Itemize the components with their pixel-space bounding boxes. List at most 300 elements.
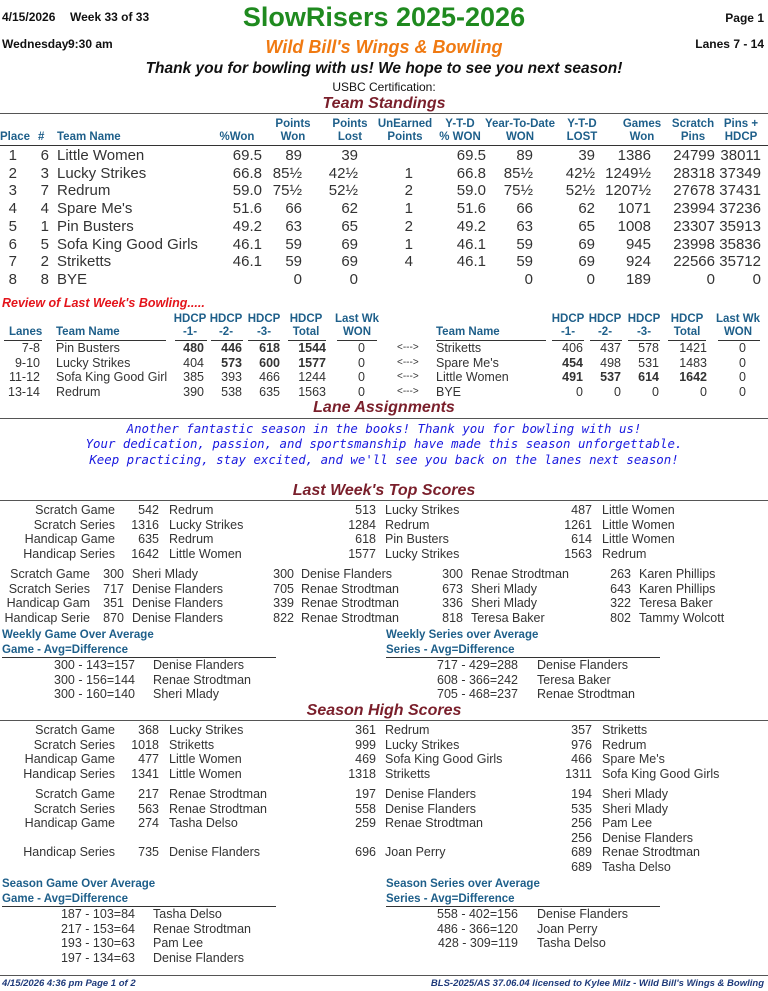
score-value: 336 (442, 596, 463, 610)
standings-header-rule (0, 145, 768, 146)
review-team-a: Lucky Strikes (56, 355, 131, 370)
standing-cell: 51.6 (232, 200, 262, 218)
standing-cell: 66 (516, 200, 533, 218)
standing-team-number: 3 (40, 164, 49, 182)
standing-cell: 59 (285, 235, 302, 253)
score-label: Handicap Gam (6, 596, 90, 610)
over-average-name: Denise Flanders (153, 950, 245, 965)
score-value: 1577 (348, 546, 376, 561)
game-over-average-subtitle: Game - Avg=Difference (2, 893, 129, 905)
standing-cell: 37431 (719, 182, 761, 200)
standing-cell: 46.1 (232, 235, 262, 253)
divider (0, 975, 768, 976)
divider (0, 418, 768, 419)
col-header-gw: Won (629, 131, 655, 143)
col-header-pw: Won (280, 131, 306, 143)
review-col-h1: -1- (560, 326, 576, 338)
review-score-b: 0 (614, 384, 621, 399)
review-score-b: 0 (700, 384, 707, 399)
score-label: Scratch Game (35, 787, 115, 801)
last-week-top-title: Last Week's Top Scores (292, 482, 476, 499)
score-name: Teresa Baker (639, 596, 713, 610)
over-average-name: Sheri Mlady (153, 687, 219, 701)
review-col-h3: -3- (636, 326, 652, 338)
score-name: Sheri Mlady (132, 567, 198, 581)
review-col-h2: HDCP (588, 313, 622, 325)
page-number: Page 1 (725, 11, 764, 25)
col-header-ytdw: WON (505, 131, 535, 143)
over-average-calc: 608 - 366=242 (437, 672, 518, 687)
score-name: Little Women (169, 766, 242, 781)
over-average-name: Denise Flanders (537, 907, 629, 921)
review-score-b: 537 (600, 370, 621, 384)
season-message-line: Another fantastic season in the books! Thank you for bowling with us! (126, 421, 642, 436)
review-score-b: 1642 (679, 370, 707, 384)
standing-cell: 189 (625, 270, 651, 288)
score-name: Little Women (602, 532, 675, 546)
lanes-range: Lanes 7 - 14 (695, 37, 764, 51)
standing-cell: 924 (625, 253, 651, 271)
standing-cell: 1207½ (605, 182, 651, 200)
score-label: Scratch Series (8, 581, 90, 596)
score-value: 673 (442, 581, 463, 596)
standing-team-number: 6 (40, 147, 49, 164)
review-team-b: Spare Me's (436, 355, 499, 370)
review-lanes: 7-8 (21, 341, 40, 355)
over-average-calc: 717 - 429=288 (437, 658, 518, 672)
over-average-calc: 300 - 160=140 (54, 687, 135, 701)
col-header-sp: Scratch (671, 118, 715, 130)
review-won-a: 0 (358, 384, 365, 399)
score-value: 1318 (348, 766, 376, 781)
review-score-a: 390 (183, 384, 204, 399)
standing-cell: 4 (404, 253, 413, 271)
score-value: 256 (571, 830, 592, 845)
standing-cell: 1 (404, 235, 413, 253)
versus-arrow: <---> (397, 371, 419, 382)
standing-team-number: 4 (40, 200, 49, 218)
standing-cell: 35913 (719, 217, 761, 235)
score-name: Little Women (169, 546, 242, 561)
standing-cell: 1249½ (605, 164, 651, 182)
standing-place: 3 (8, 182, 17, 200)
standing-place: 8 (8, 270, 17, 288)
score-name: Lucky Strikes (385, 546, 460, 561)
standing-cell: 59 (285, 253, 302, 271)
over-average-calc: 428 - 309=119 (437, 936, 518, 950)
score-name: Renae Strodtman (602, 845, 700, 859)
standing-cell: 49.2 (232, 217, 262, 235)
score-value: 563 (138, 801, 159, 816)
col-header-ytdl: Y-T-D (567, 118, 597, 130)
score-value: 217 (138, 787, 159, 801)
review-score-a: 466 (259, 370, 280, 384)
review-col-h1: -1- (182, 326, 198, 338)
col-header-pl: Points (332, 118, 368, 130)
score-label: Scratch Series (33, 737, 115, 752)
score-value: 322 (610, 596, 631, 610)
over-average-name: Tasha Delso (537, 936, 606, 950)
score-name: Tasha Delso (602, 859, 671, 874)
over-average-name: Denise Flanders (537, 658, 629, 672)
review-score-a: 600 (259, 355, 280, 370)
standing-team-name: BYE (57, 270, 88, 288)
standing-cell: 75½ (272, 182, 302, 200)
review-score-b: 437 (600, 341, 621, 355)
score-value: 976 (571, 737, 592, 752)
standing-cell: 51.6 (456, 200, 486, 218)
col-header-pl: Lost (337, 131, 363, 143)
score-value: 339 (273, 596, 294, 610)
review-score-a: 480 (183, 341, 204, 355)
review-col-lw: WON (723, 326, 753, 338)
standing-cell: 0 (752, 270, 761, 288)
review-score-a: 635 (259, 384, 280, 399)
review-score-b: 1421 (679, 341, 707, 355)
standing-cell: 0 (349, 270, 358, 288)
score-name: Little Women (602, 503, 675, 517)
score-value: 1284 (348, 517, 376, 532)
review-won-a: 0 (358, 341, 365, 355)
score-name: Denise Flanders (132, 596, 224, 610)
review-title: Review of Last Week's Bowling..... (2, 296, 205, 310)
score-name: Denise Flanders (301, 567, 393, 581)
standing-team-number: 8 (40, 270, 49, 288)
review-score-b: 531 (638, 355, 659, 370)
score-label: Handicap Serie (4, 610, 90, 625)
standing-cell: 85½ (272, 164, 302, 182)
score-name: Denise Flanders (602, 830, 694, 845)
standing-cell: 65 (341, 217, 358, 235)
score-value: 999 (355, 737, 376, 752)
review-lanes: 9-10 (14, 355, 40, 370)
score-name: Sofa King Good Girls (385, 752, 503, 766)
standing-cell: 1008 (617, 217, 651, 235)
standing-cell: 63 (516, 217, 533, 235)
review-score-b: 578 (638, 341, 659, 355)
score-name: Denise Flanders (385, 801, 477, 816)
standing-cell: 62 (578, 200, 595, 218)
standing-cell: 0 (524, 270, 533, 288)
review-score-b: 406 (562, 341, 583, 355)
over-average-name: Renae Strodtman (153, 921, 251, 936)
score-value: 194 (571, 787, 592, 801)
versus-arrow: <---> (397, 385, 419, 397)
score-name: Tammy Wolcott (639, 610, 725, 625)
review-team-a: Redrum (56, 384, 101, 399)
review-score-a: 404 (183, 355, 204, 370)
over-average-calc: 705 - 468=237 (437, 687, 518, 701)
standing-cell: 59 (516, 235, 533, 253)
game-over-average-title: Season Game Over Average (2, 878, 156, 890)
over-average-calc: 558 - 402=156 (437, 907, 518, 921)
standing-cell: 62 (341, 200, 358, 218)
standing-cell: 42½ (565, 164, 595, 182)
review-won-b: 0 (739, 370, 746, 384)
standing-place: 7 (8, 253, 17, 271)
season-message-line: Keep practicing, stay excited, and we'll see you back on the lanes next season! (89, 452, 679, 467)
score-value: 635 (138, 532, 159, 546)
score-value: 300 (442, 567, 463, 581)
col-header-sp: Pins (680, 131, 706, 143)
over-average-calc: 486 - 366=120 (437, 921, 518, 936)
footer-right: BLS-2025/AS 37.06.04 licensed to Kylee Milz - Wild Bill's Wings & Bowling (430, 978, 764, 989)
center-name: Wild Bill's Wings & Bowling (265, 37, 503, 57)
review-won-b: 0 (739, 341, 746, 355)
score-name: Renae Strodtman (301, 581, 399, 596)
score-label: Handicap Series (23, 845, 115, 859)
score-name: Sheri Mlady (602, 801, 668, 816)
score-value: 469 (355, 752, 376, 766)
over-average-name: Denise Flanders (153, 658, 245, 672)
score-name: Redrum (385, 517, 430, 532)
score-label: Scratch Series (33, 801, 115, 816)
score-name: Lucky Strikes (385, 503, 460, 517)
standing-cell: 24799 (673, 147, 715, 164)
over-average-calc: 300 - 143=157 (54, 658, 135, 672)
review-col-h1: HDCP (551, 313, 585, 325)
divider (0, 500, 768, 501)
review-team-a: Sofa King Good Girl (56, 370, 168, 384)
score-value: 466 (571, 752, 592, 766)
score-name: Redrum (169, 503, 214, 517)
score-label: Scratch Game (10, 567, 90, 581)
standing-team-number: 5 (40, 235, 49, 253)
standing-cell: 46.1 (456, 253, 486, 271)
over-average-name: Pam Lee (153, 936, 204, 950)
standing-cell: 35836 (719, 235, 761, 253)
standing-cell: 75½ (503, 182, 533, 200)
score-value: 689 (571, 845, 592, 859)
score-value: 1311 (565, 766, 592, 781)
score-name: Denise Flanders (132, 610, 224, 625)
score-value: 513 (355, 503, 376, 517)
score-name: Karen Phillips (639, 581, 716, 596)
score-value: 1341 (131, 766, 159, 781)
score-value: 1261 (564, 517, 592, 532)
review-lanes: 11-12 (8, 370, 40, 384)
game-over-average-subtitle: Game - Avg=Difference (2, 644, 129, 656)
series-over-average-title: Season Series over Average (386, 878, 540, 890)
review-score-b: 0 (576, 384, 583, 399)
standing-team-number: 1 (40, 217, 49, 235)
score-value: 717 (103, 581, 124, 596)
review-won-b: 0 (739, 355, 746, 370)
score-name: Renae Strodtman (385, 816, 483, 830)
score-name: Little Women (169, 752, 242, 766)
review-score-b: 454 (562, 355, 583, 370)
standing-cell: 2 (404, 217, 413, 235)
review-score-a: 573 (221, 355, 242, 370)
standing-cell: 69 (578, 235, 595, 253)
score-label: Scratch Series (33, 517, 115, 532)
score-name: Denise Flanders (132, 581, 224, 596)
col-header-ytdp: % WON (439, 131, 481, 143)
score-value: 1316 (131, 517, 159, 532)
score-name: Lucky Strikes (385, 737, 460, 752)
score-name: Pin Busters (385, 532, 449, 546)
col-header-pct: %Won (219, 131, 255, 143)
score-name: Renae Strodtman (471, 567, 569, 581)
standing-cell: 2 (404, 182, 413, 200)
lane-assignments-title: Lane Assignments (313, 399, 455, 416)
review-score-b: 498 (600, 355, 621, 370)
standing-cell: 59.0 (456, 182, 486, 200)
standing-cell: 69.5 (456, 147, 486, 164)
bowling-day: Wednesday (2, 37, 69, 51)
review-won-b: 0 (739, 384, 746, 399)
standing-cell: 0 (706, 270, 715, 288)
standing-cell: 66.8 (456, 164, 486, 182)
score-value: 558 (355, 801, 376, 816)
review-team-b: BYE (436, 384, 462, 399)
score-name: Lucky Strikes (169, 723, 244, 737)
over-average-calc: 187 - 103=84 (60, 907, 135, 921)
standing-place: 6 (8, 235, 17, 253)
score-label: Handicap Series (23, 766, 115, 781)
review-score-a: 1577 (298, 355, 326, 370)
standing-cell: 1071 (617, 200, 651, 218)
review-team-b: Striketts (436, 341, 482, 355)
standing-cell: 1 (404, 200, 413, 218)
score-name: Sheri Mlady (471, 581, 537, 596)
review-score-b: 1483 (679, 355, 707, 370)
standing-cell: 1 (404, 164, 413, 182)
score-name: Renae Strodtman (169, 801, 267, 816)
score-label: Handicap Game (24, 752, 115, 766)
review-score-a: 618 (259, 341, 280, 355)
game-over-average-title: Weekly Game Over Average (2, 629, 154, 641)
score-name: Karen Phillips (639, 567, 716, 581)
col-header-number: # (38, 131, 45, 143)
standing-cell: 69 (578, 253, 595, 271)
bowling-time: 9:30 am (68, 37, 113, 51)
versus-arrow: <---> (397, 356, 419, 368)
score-name: Pam Lee (602, 816, 653, 830)
standing-cell: 37349 (719, 164, 761, 182)
series-over-average-title: Weekly Series over Average (386, 629, 539, 641)
score-value: 643 (610, 581, 631, 596)
score-value: 818 (442, 610, 463, 625)
over-average-calc: 300 - 156=144 (54, 672, 135, 687)
review-col-h3: HDCP (627, 313, 661, 325)
standing-cell: 49.2 (456, 217, 486, 235)
score-value: 263 (610, 567, 631, 581)
standing-team-name: Pin Busters (57, 217, 134, 235)
standing-team-name: Redrum (57, 182, 111, 200)
review-col-team: Team Name (56, 326, 120, 338)
season-message-line: Your dedication, passion, and sportsmanship have made this season unforgettable. (85, 436, 683, 451)
score-name: Striketts (385, 766, 431, 781)
versus-arrow: <---> (397, 342, 419, 353)
score-name: Redrum (602, 737, 647, 752)
review-col-h2: HDCP (209, 313, 243, 325)
score-value: 614 (571, 532, 592, 546)
standing-cell: 66 (285, 200, 302, 218)
divider (0, 113, 768, 114)
review-col-h3: HDCP (247, 313, 281, 325)
score-value: 822 (273, 610, 294, 625)
score-value: 259 (355, 816, 376, 830)
score-label: Scratch Game (35, 723, 115, 737)
standing-cell: 52½ (565, 182, 595, 200)
score-label: Scratch Game (35, 503, 115, 517)
score-name: Denise Flanders (169, 845, 261, 859)
standing-cell: 59.0 (232, 182, 262, 200)
score-name: Denise Flanders (385, 787, 477, 801)
review-col-h1: HDCP (173, 313, 207, 325)
standing-team-name: Spare Me's (57, 200, 133, 218)
standing-cell: 69 (341, 253, 358, 271)
standing-team-name: Little Women (57, 147, 145, 164)
standing-cell: 22566 (673, 253, 715, 271)
review-col-ht: Total (292, 326, 320, 338)
review-score-a: 385 (183, 370, 204, 384)
standing-cell: 59 (516, 253, 533, 271)
review-won-a: 0 (358, 370, 365, 384)
standing-cell: 69.5 (232, 147, 262, 164)
over-average-name: Tasha Delso (153, 907, 222, 921)
standing-cell: 1386 (617, 147, 651, 164)
standing-cell: 27678 (673, 182, 715, 200)
score-value: 1563 (564, 546, 592, 561)
score-name: Renae Strodtman (301, 596, 399, 610)
review-col-h2: -2- (597, 326, 613, 338)
score-value: 696 (355, 845, 376, 859)
review-score-a: 446 (221, 341, 242, 355)
col-header-team: Team Name (57, 131, 121, 143)
review-col-h3: -3- (256, 326, 272, 338)
standing-cell: 46.1 (232, 253, 262, 271)
review-won-a: 0 (358, 355, 365, 370)
standing-cell: 89 (285, 147, 302, 164)
col-header-place: Place (0, 131, 31, 143)
standing-cell: 0 (293, 270, 302, 288)
review-col-h2: -2- (218, 326, 234, 338)
standing-cell: 0 (586, 270, 595, 288)
review-score-a: 1244 (298, 370, 326, 384)
col-header-ytdw: Year-To-Date (484, 118, 556, 130)
col-header-gw: Games (622, 118, 662, 130)
score-name: Renae Strodtman (301, 610, 399, 625)
review-col-lw: Last Wk (334, 313, 380, 325)
standing-place: 5 (8, 217, 17, 235)
score-value: 487 (571, 503, 592, 517)
review-score-b: 0 (652, 384, 659, 399)
score-label: Handicap Game (24, 532, 115, 546)
usbc-certification: USBC Certification: (332, 80, 436, 94)
score-name: Sheri Mlady (602, 787, 668, 801)
score-label: Handicap Series (23, 546, 115, 561)
score-value: 802 (610, 610, 631, 625)
review-col-team: Team Name (436, 326, 500, 338)
col-header-ue: UnEarned (377, 118, 433, 130)
standing-cell: 42½ (328, 164, 358, 182)
score-name: Redrum (169, 532, 214, 546)
standing-cell: 39 (341, 147, 358, 164)
standing-cell: 23994 (673, 200, 715, 218)
score-name: Teresa Baker (471, 610, 545, 625)
standing-cell: 89 (516, 147, 533, 164)
standing-team-number: 7 (40, 182, 49, 200)
standing-cell: 28318 (673, 164, 715, 182)
score-value: 618 (355, 532, 376, 546)
thanks-message: Thank you for bowling with us! We hope to see you next season! (145, 60, 623, 77)
score-value: 1018 (131, 737, 159, 752)
standing-cell: 37236 (719, 200, 761, 218)
score-value: 368 (138, 723, 159, 737)
over-average-name: Joan Perry (537, 921, 598, 936)
